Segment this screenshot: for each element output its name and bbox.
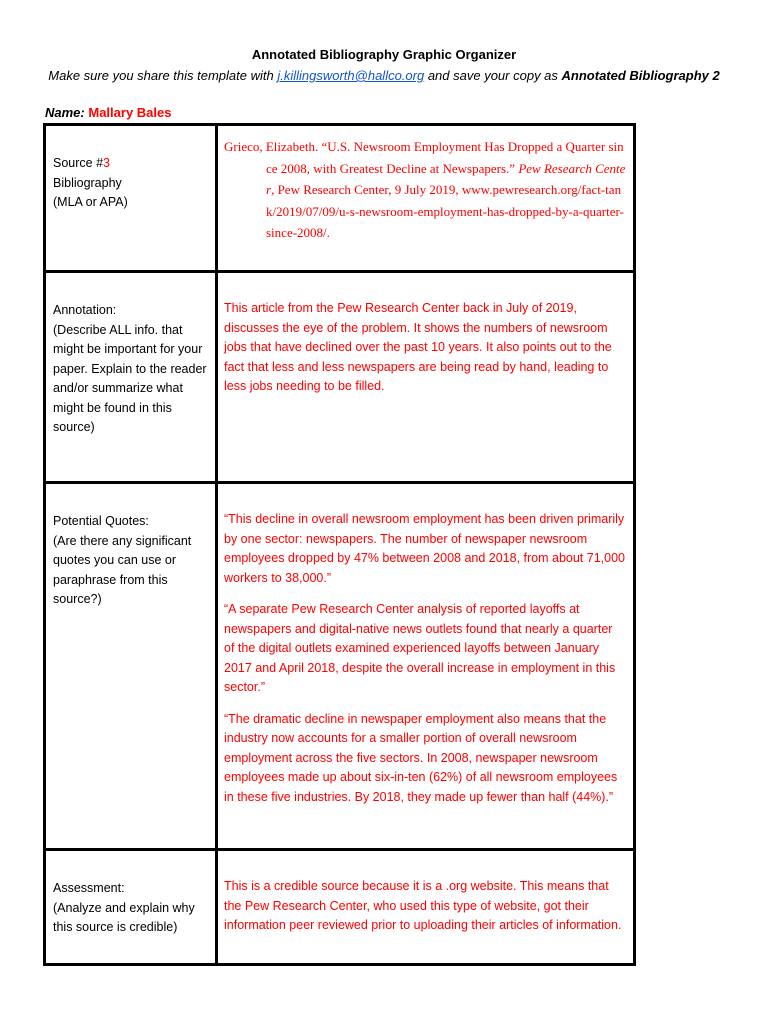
document-title: Annotated Bibliography Graphic Organizer (251, 47, 517, 62)
student-name: Mallary Bales (88, 105, 172, 120)
annotation-cell[interactable] (217, 272, 635, 483)
annotation-label-cell (45, 272, 217, 483)
assessment-cell[interactable] (217, 850, 635, 965)
assessment-label: Assessment: (53, 881, 125, 895)
citation-cell[interactable] (217, 125, 635, 272)
assessment-description: (Analyze and explain why this source is credible) (53, 900, 195, 934)
quotes-description: (Are there any significant quotes you can use or paraphrase from this source?) (53, 533, 192, 606)
quotes-label-cell (45, 483, 217, 850)
organizer-table (43, 123, 636, 966)
citation-authors: Grieco, Elizabeth. (224, 139, 322, 154)
bibliography-label: Bibliography (53, 175, 122, 190)
assessment-text: This is a credible source because it is a .org website. This means that the Pew Research Center, who used this type of website, got their information peer reviewed prior to uploading their articles of information. (224, 879, 622, 932)
annotation-label: Annotation: (53, 303, 117, 317)
annotation-description: (Describe ALL info. that might be important for your paper. Explain to the reader and/or summarize what might be found in this source) (53, 322, 207, 434)
table-row (45, 125, 635, 272)
instruction-prefix: Make sure you share this template with (48, 68, 278, 83)
source-number: 3 (103, 156, 110, 170)
table-row (45, 483, 635, 850)
quotes-cell[interactable] (217, 483, 635, 850)
table-row (45, 272, 635, 483)
student-name-line (45, 104, 171, 122)
citation-container: Pew Research Center (266, 160, 626, 197)
copy-name: Annotated Bibliography 2 (561, 68, 720, 83)
quote-item: “A separate Pew Research Center analysis of reported layoffs at newspapers and digital-native news outlets found that nearly a quarter of the digital outlets examined experienced layoffs between January 2017 and April 2018, despite the overall increase in employment in this sector.” (224, 602, 616, 694)
quote-item: “The dramatic decline in newspaper employment also means that the industry now accounts for a smaller portion of overall newsroom employment across the five sectors. In 2008, newspaper newsroom employees made up about six-in-ten (62%) of all newsroom employees in these five industries. By 2018, they made up fewer than half (44%).” (224, 711, 618, 804)
name-label: Name: (45, 105, 85, 120)
share-instruction (0, 66, 768, 86)
source-label: Source # (53, 156, 104, 170)
instruction-middle: and save your copy as (424, 68, 562, 83)
table-row (45, 850, 635, 965)
assessment-label-cell (45, 850, 217, 965)
source-label-cell (45, 125, 217, 272)
annotation-text: This article from the Pew Research Center back in July of 2019, discusses the eye of the problem. It shows the numbers of newsroom jobs that have declined over the past 10 years. It also points out to the fact that less and less newspapers are being read by hand, leading to less jobs needing to be filled. (224, 301, 612, 393)
format-label: (MLA or APA) (53, 195, 128, 209)
quotes-label: Potential Quotes: (53, 514, 149, 528)
document-header (0, 44, 768, 86)
quote-item: “This decline in overall newsroom employment has been driven primarily by one sector: newspapers. The number of newspaper newsroom employees dropped by 47% between 2008 and 2018, from about 71,000 workers to 38,000.” (224, 512, 625, 585)
citation-rest: , Pew Research Center, 9 July 2019, www.pewresearch.org/fact-tank/2019/07/09/u-s-newsroom-employment-has-dropped-by-a-quarter-since-2008/. (266, 182, 624, 240)
teacher-email-link[interactable]: j.killingsworth@hallco.org (277, 68, 425, 83)
citation-title: “U.S. Newsroom Employment Has Dropped a Quarter since 2008, with Greatest Decline at Newspapers.” (266, 139, 624, 176)
